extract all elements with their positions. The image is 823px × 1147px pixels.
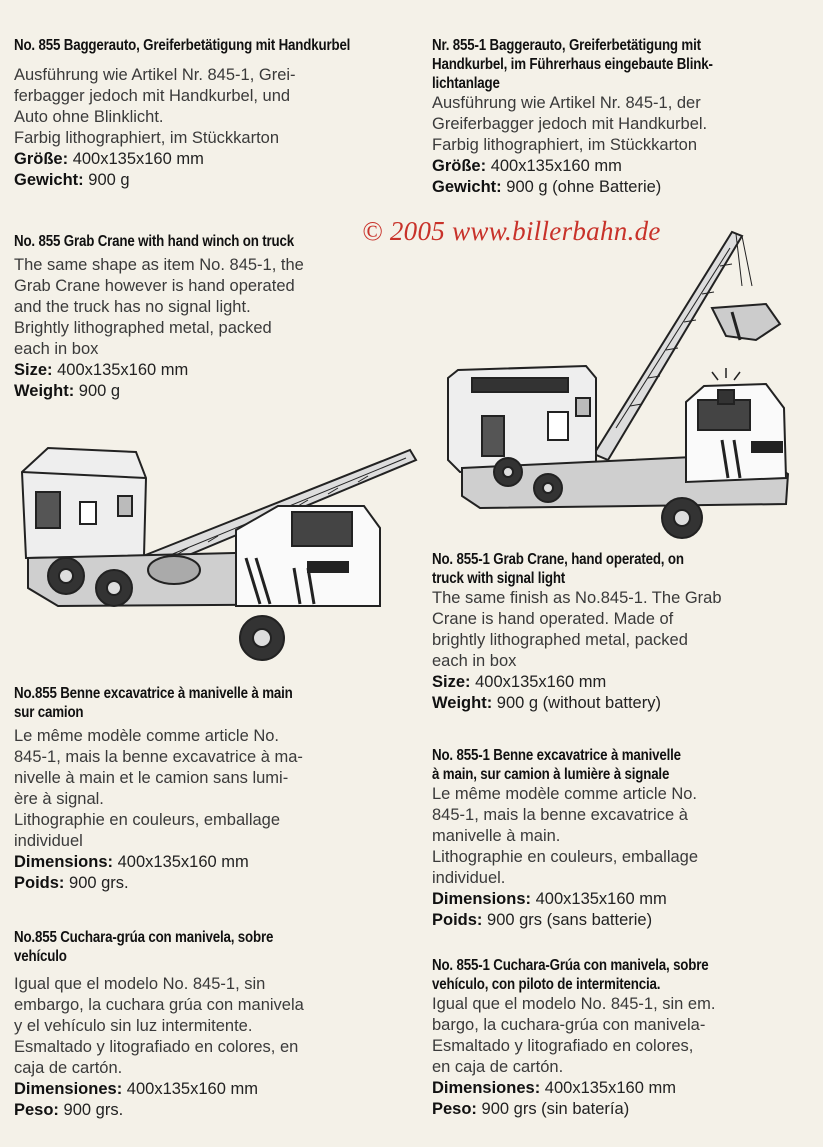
right-german-weight (432, 177, 802, 198)
crane-truck-855-1-illustration (436, 228, 800, 544)
body-line: ferbagger jedoch mit Handkurbel, und (14, 87, 291, 105)
body-line: individuel (14, 832, 83, 850)
left-german-weight (14, 170, 384, 191)
size-label: Dimensions: (432, 890, 532, 908)
left-french-section (14, 684, 384, 894)
body-line: bargo, la cuchara-grúa con manivela- (432, 1016, 706, 1034)
right-english-body (432, 588, 802, 672)
left-english-heading: No. 855 Grab Crane with hand winch on truck (14, 233, 294, 250)
right-french-size (432, 889, 802, 910)
right-spanish-heading (432, 956, 804, 994)
left-french-body (14, 726, 384, 852)
body-line: Brightly lithographed metal, packed (14, 319, 272, 337)
body-line: caja de cartón. (14, 1059, 123, 1077)
left-english-body (14, 255, 384, 360)
body-line: en caja de cartón. (432, 1058, 564, 1076)
weight-label: Gewicht: (432, 178, 502, 196)
size-label: Size: (14, 361, 53, 379)
body-line: Igual que el modelo No. 845-1, sin em. (432, 995, 716, 1013)
size-value: 400x135x160 mm (535, 890, 667, 908)
size-label: Dimensions: (14, 853, 114, 871)
size-value: 400x135x160 mm (126, 1080, 258, 1098)
left-spanish-weight (14, 1100, 384, 1121)
right-german-size (432, 156, 802, 177)
left-spanish-section (14, 928, 384, 1121)
left-english-weight (14, 381, 384, 402)
weight-value: 900 grs. (69, 874, 129, 892)
body-line: Grab Crane however is hand operated (14, 277, 295, 295)
body-line: Le même modèle comme article No. (432, 785, 698, 803)
size-label: Size: (432, 673, 471, 691)
body-line: Greiferbagger jedoch mit Handkurbel. (432, 115, 708, 133)
left-german-size (14, 149, 384, 170)
heading-line: lichtanlage (432, 75, 500, 92)
weight-value: 900 g (78, 382, 121, 400)
right-german-body (432, 93, 802, 156)
left-english-section (14, 232, 384, 402)
left-english-size (14, 360, 384, 381)
left-german-section (14, 36, 384, 191)
size-label: Dimensiones: (14, 1080, 123, 1098)
body-line: Igual que el modelo No. 845-1, sin (14, 975, 266, 993)
heading-line: Nr. 855-1 Baggerauto, Greiferbetätigung mit (432, 37, 701, 54)
left-french-weight (14, 873, 384, 894)
heading-line: vehículo, con piloto de intermitencia. (432, 976, 661, 993)
weight-value: 900 g (88, 171, 130, 189)
right-spanish-weight (432, 1099, 802, 1120)
body-line: Esmaltado y litografiado en colores, en (14, 1038, 299, 1056)
body-line: Esmaltado y litografiado en colores, (432, 1037, 694, 1055)
body-line: The same shape as item No. 845-1, the (14, 256, 304, 274)
left-french-size (14, 852, 384, 873)
right-english-weight (432, 693, 802, 714)
body-line: ère à signal. (14, 790, 104, 808)
body-line: 845-1, mais la benne excavatrice à ma- (14, 748, 303, 766)
size-value: 400x135x160 mm (544, 1079, 676, 1097)
heading-line: sur camion (14, 704, 84, 721)
right-english-heading (432, 550, 804, 588)
heading-line: No. 855-1 Grab Crane, hand operated, on (432, 551, 684, 568)
body-line: Farbig lithographiert, im Stückkarton (432, 136, 698, 154)
size-value: 400x135x160 mm (490, 157, 622, 175)
weight-label: Gewicht: (14, 171, 84, 189)
body-line: manivelle à main. (432, 827, 561, 845)
heading-line: à main, sur camion à lumière à signale (432, 766, 670, 783)
weight-label: Weight: (432, 694, 493, 712)
size-label: Dimensiones: (432, 1079, 541, 1097)
heading-line: vehículo (14, 948, 67, 965)
weight-value: 900 g (ohne Batterie) (506, 178, 662, 196)
heading-line: No. 855-1 Benne excavatrice à manivelle (432, 747, 681, 764)
size-value: 400x135x160 mm (72, 150, 204, 168)
body-line: Farbig lithographiert, im Stückkarton (14, 129, 280, 147)
body-line: each in box (14, 340, 99, 358)
right-english-section (432, 550, 802, 714)
body-line: 845-1, mais la benne excavatrice à (432, 806, 688, 824)
left-german-body (14, 65, 384, 149)
copyright-watermark: © 2005 www.billerbahn.de (362, 216, 661, 246)
size-value: 400x135x160 mm (57, 361, 189, 379)
body-line: nivelle à main et le camion sans lumi- (14, 769, 289, 787)
size-value: 400x135x160 mm (117, 853, 249, 871)
weight-value: 900 g (without battery) (496, 694, 661, 712)
body-line: Lithographie en couleurs, emballage (432, 848, 699, 866)
body-line: brightly lithographed metal, packed (432, 631, 688, 649)
right-german-heading (432, 36, 804, 93)
right-spanish-size (432, 1078, 802, 1099)
weight-label: Weight: (14, 382, 75, 400)
weight-value: 900 grs (sans batterie) (487, 911, 653, 929)
body-line: Lithographie en couleurs, emballage (14, 811, 281, 829)
heading-line: truck with signal light (432, 570, 566, 587)
left-french-heading (14, 684, 386, 722)
body-line: Crane is hand operated. Made of (432, 610, 674, 628)
body-line: y el vehículo sin luz intermitente. (14, 1017, 253, 1035)
body-line: Auto ohne Blinklicht. (14, 108, 164, 126)
size-label: Größe: (14, 150, 69, 168)
body-line: embargo, la cuchara grúa con manivela (14, 996, 304, 1014)
weight-value: 900 grs. (63, 1101, 124, 1119)
body-line: individuel. (432, 869, 506, 887)
body-line: The same finish as No.845-1. The Grab (432, 589, 722, 607)
weight-label: Peso: (14, 1101, 59, 1119)
body-line: Ausführung wie Artikel Nr. 845-1, der (432, 94, 701, 112)
weight-value: 900 grs (sin batería) (481, 1100, 630, 1118)
crane-truck-855-illustration (18, 438, 418, 666)
right-spanish-body (432, 994, 802, 1078)
heading-line: Handkurbel, im Führerhaus eingebaute Blink- (432, 56, 713, 73)
right-french-weight (432, 910, 802, 931)
right-english-size (432, 672, 802, 693)
left-german-heading: No. 855 Baggerauto, Greiferbetätigung mit Handkurbel (14, 37, 351, 54)
right-spanish-section (432, 956, 802, 1120)
size-label: Größe: (432, 157, 487, 175)
left-spanish-size (14, 1079, 384, 1100)
body-line: Ausführung wie Artikel Nr. 845-1, Grei- (14, 66, 296, 84)
weight-label: Poids: (14, 874, 65, 892)
right-french-section (432, 746, 802, 931)
heading-line: No. 855-1 Cuchara-Grúa con manivela, sobre (432, 957, 709, 974)
weight-label: Peso: (432, 1100, 477, 1118)
right-french-heading (432, 746, 804, 784)
heading-line: No.855 Benne excavatrice à manivelle à main (14, 685, 293, 702)
left-spanish-heading (14, 928, 386, 966)
body-line: Le même modèle comme article No. (14, 727, 280, 745)
size-value: 400x135x160 mm (475, 673, 607, 691)
body-line: and the truck has no signal light. (14, 298, 251, 316)
body-line: each in box (432, 652, 517, 670)
right-french-body (432, 784, 802, 889)
heading-line: No.855 Cuchara-grúa con manivela, sobre (14, 929, 274, 946)
left-spanish-body (14, 974, 384, 1079)
weight-label: Poids: (432, 911, 483, 929)
right-german-section (432, 36, 802, 198)
